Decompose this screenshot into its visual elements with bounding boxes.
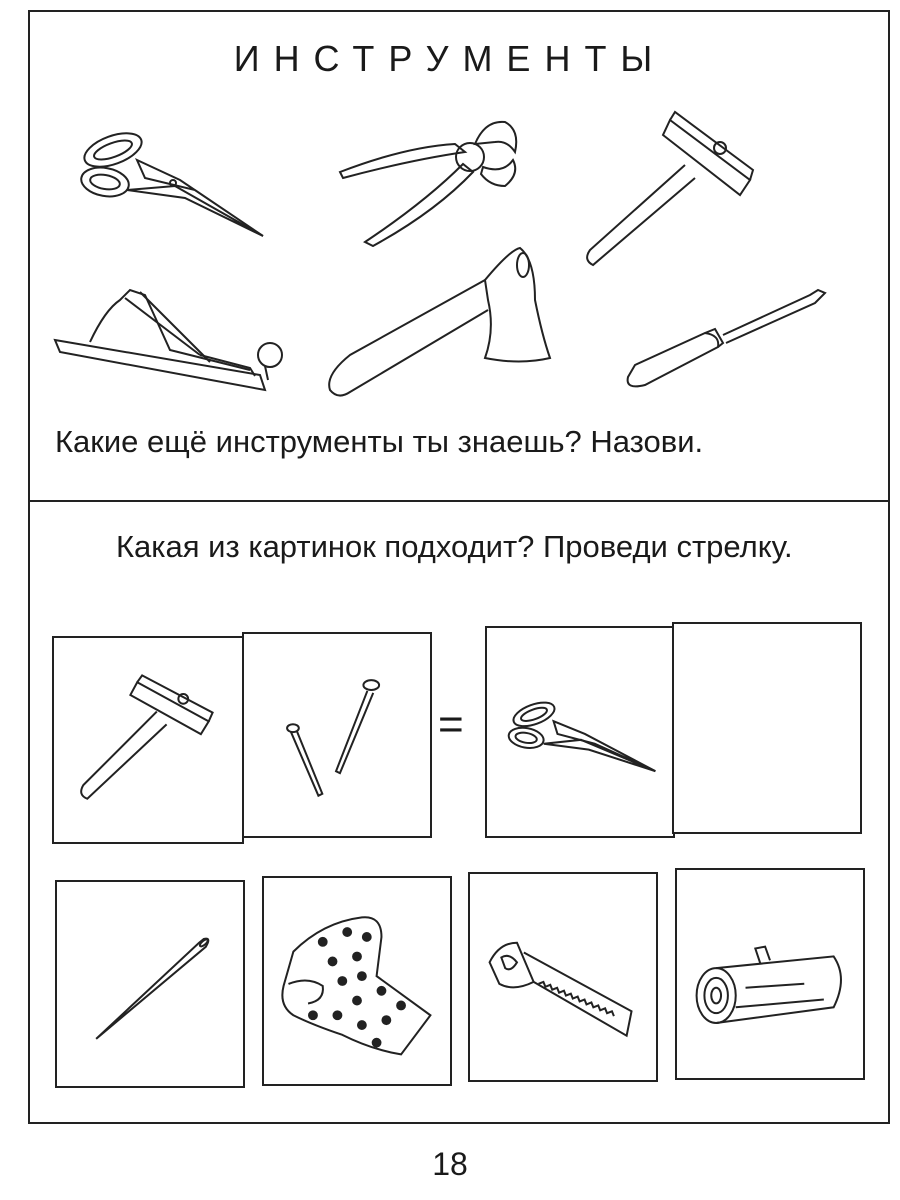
option-box-fabric[interactable] xyxy=(262,876,452,1086)
analogy-box-empty[interactable] xyxy=(672,622,862,834)
axe-icon xyxy=(320,240,555,400)
hammer-icon xyxy=(54,638,242,842)
saw-icon xyxy=(470,874,656,1080)
equals-sign: = xyxy=(438,700,464,749)
page-title: ИНСТРУМЕНТЫ xyxy=(233,38,667,79)
log-icon xyxy=(677,870,863,1078)
analogy-box-scissors[interactable] xyxy=(485,626,675,838)
page-number: 18 xyxy=(432,1146,468,1182)
pliers-icon xyxy=(335,112,525,247)
analogy-box-hammer[interactable] xyxy=(52,636,244,844)
fabric-icon xyxy=(264,878,450,1084)
scissors-icon xyxy=(75,120,270,245)
needle-icon xyxy=(57,882,243,1086)
question-text: Какие ещё инструменты ты знаешь? Назови. xyxy=(55,424,704,459)
option-box-log[interactable] xyxy=(675,868,865,1080)
section-divider xyxy=(28,500,890,502)
option-box-needle[interactable] xyxy=(55,880,245,1088)
plane-icon xyxy=(50,280,290,405)
option-box-saw[interactable] xyxy=(468,872,658,1082)
analogy-box-nails[interactable] xyxy=(242,632,432,838)
nails-icon xyxy=(244,634,430,836)
task-text: Какая из картинок подходит? Проведи стрелку. xyxy=(116,529,793,564)
screwdriver-icon xyxy=(620,285,830,395)
hammer-icon xyxy=(575,110,755,270)
scissors-icon xyxy=(487,628,673,836)
